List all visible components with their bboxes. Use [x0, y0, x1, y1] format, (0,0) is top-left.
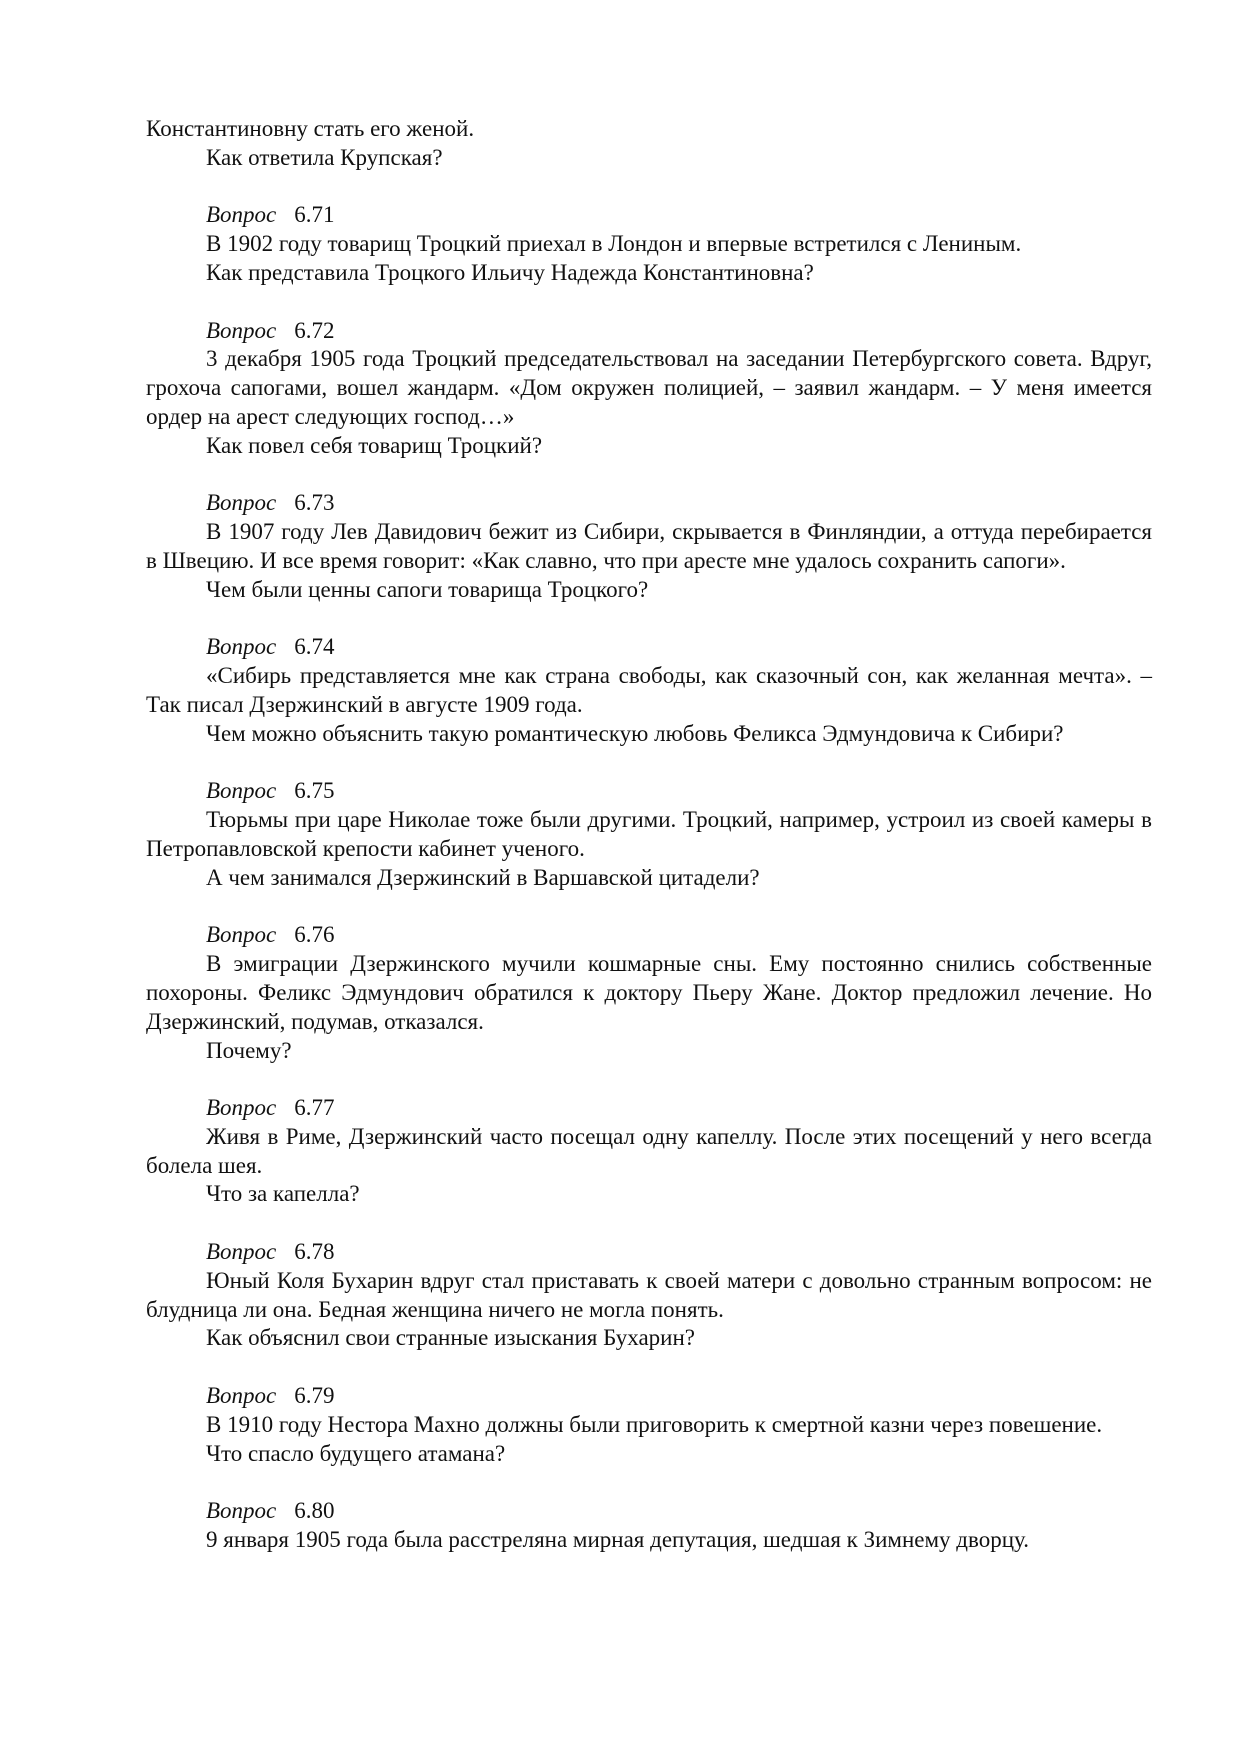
question-prompt: Чем можно объяснить такую романтическую любовь Феликса Эдмундовича к Сибири?: [206, 720, 1064, 746]
question-prompt: Чем были ценны сапоги товарища Троцкого?: [206, 576, 649, 602]
question-heading: [146, 1238, 1152, 1267]
question-heading: [146, 317, 1152, 346]
question-block: [146, 633, 1152, 748]
question-prompt: А чем занимался Дзержинский в Варшавской цитадели?: [206, 864, 760, 890]
question-block: [146, 777, 1152, 892]
question-number: 6.76: [294, 922, 335, 948]
question-block: [146, 1382, 1152, 1468]
question-label: Вопрос: [206, 202, 277, 228]
question-heading: [146, 489, 1152, 518]
question-label: Вопрос: [206, 490, 277, 516]
question-number: 6.73: [294, 490, 335, 516]
question-number: 6.77: [294, 1095, 335, 1121]
question-block: [146, 489, 1152, 604]
question-label: Вопрос: [206, 1095, 277, 1121]
question-block: [146, 317, 1152, 461]
question-heading: [146, 1094, 1152, 1123]
question-label: Вопрос: [206, 634, 277, 660]
question-prompt: Почему?: [206, 1037, 292, 1063]
question-text: Тюрьмы при царе Николае тоже были другими. Троцкий, например, устроил из своей камеры в Петропавловской крепости кабинет ученого.: [146, 807, 1152, 861]
question-number: 6.74: [294, 634, 335, 660]
question-block: [146, 1497, 1152, 1555]
question-heading: [146, 633, 1152, 662]
question-prompt: Как повел себя товарищ Троцкий?: [206, 432, 543, 458]
question-text: Живя в Риме, Дзержинский часто посещал одну капеллу. После этих посещений у него всегда болела шея.: [146, 1123, 1152, 1178]
question-label: Вопрос: [206, 1383, 277, 1409]
question-number: 6.78: [294, 1239, 335, 1265]
question-label: Вопрос: [206, 317, 277, 343]
question-heading: [146, 777, 1152, 806]
question-label: Вопрос: [206, 922, 277, 948]
question-block: [146, 921, 1152, 1065]
question-block: [146, 1238, 1152, 1353]
question-prompt: Как представила Троцкого Ильичу Надежда Константиновна?: [206, 259, 814, 285]
question-number: 6.75: [294, 778, 335, 804]
question-text: В 1907 году Лев Давидович бежит из Сибири, скрывается в Финляндии, а оттуда перебирается в Швецию. И все время говорит: «Как славно, что при аресте мне удалось сохранить сапоги».: [146, 519, 1152, 573]
intro-question: Как ответила Крупская?: [206, 144, 443, 170]
question-block: [146, 1094, 1152, 1209]
question-number: 6.79: [294, 1383, 335, 1409]
question-heading: [146, 201, 1152, 230]
question-list: [146, 201, 1152, 1554]
question-number: 6.72: [294, 317, 335, 343]
question-number: 6.80: [294, 1498, 335, 1524]
question-text: В эмиграции Дзержинского мучили кошмарные сны. Ему постоянно снились собственные похороны. Феликс Эдмундович обратился к доктору Пьеру Жане. Доктор предложил лечение. Но Дзержинский, подумав, отказался.: [146, 951, 1152, 1034]
question-heading: [146, 921, 1152, 950]
question-heading: [146, 1382, 1152, 1411]
question-text: 9 января 1905 года была расстреляна мирная депутация, шедшая к Зимнему дворцу.: [206, 1527, 1029, 1553]
question-heading: [146, 1497, 1152, 1526]
question-prompt: Что спасло будущего атамана?: [206, 1440, 506, 1466]
question-text: В 1910 году Нестора Махно должны были приговорить к смертной казни через повешение.: [206, 1411, 1103, 1437]
question-prompt: Что за капелла?: [206, 1181, 360, 1207]
question-label: Вопрос: [206, 778, 277, 804]
question-text: «Сибирь представляется мне как страна свободы, как сказочный сон, как желанная мечта». – Так писал Дзержинский в августе 1909 года.: [146, 663, 1152, 717]
question-text: В 1902 году товарищ Троцкий приехал в Лондон и впервые встретился с Лениным.: [206, 231, 1022, 257]
question-text: Юный Коля Бухарин вдруг стал приставать к своей матери с довольно странным вопросом: не блудница ли она. Бедная женщина ничего не могла понять.: [146, 1267, 1152, 1322]
question-number: 6.71: [294, 202, 335, 228]
question-text: 3 декабря 1905 года Троцкий председательствовал на заседании Петербургского совета. Вдруг, грохоча сапогами, вошел жандарм. «Дом окружен полицией, – заявил жандарм. – У меня имеется ордер на арест следующих господ…»: [146, 346, 1152, 429]
question-prompt: Как объяснил свои странные изыскания Бухарин?: [206, 1325, 695, 1351]
intro-continuation: Константиновну стать его женой.: [146, 116, 475, 141]
question-label: Вопрос: [206, 1498, 277, 1524]
question-label: Вопрос: [206, 1239, 277, 1265]
document-page: [146, 115, 1152, 1555]
question-block: [146, 201, 1152, 287]
